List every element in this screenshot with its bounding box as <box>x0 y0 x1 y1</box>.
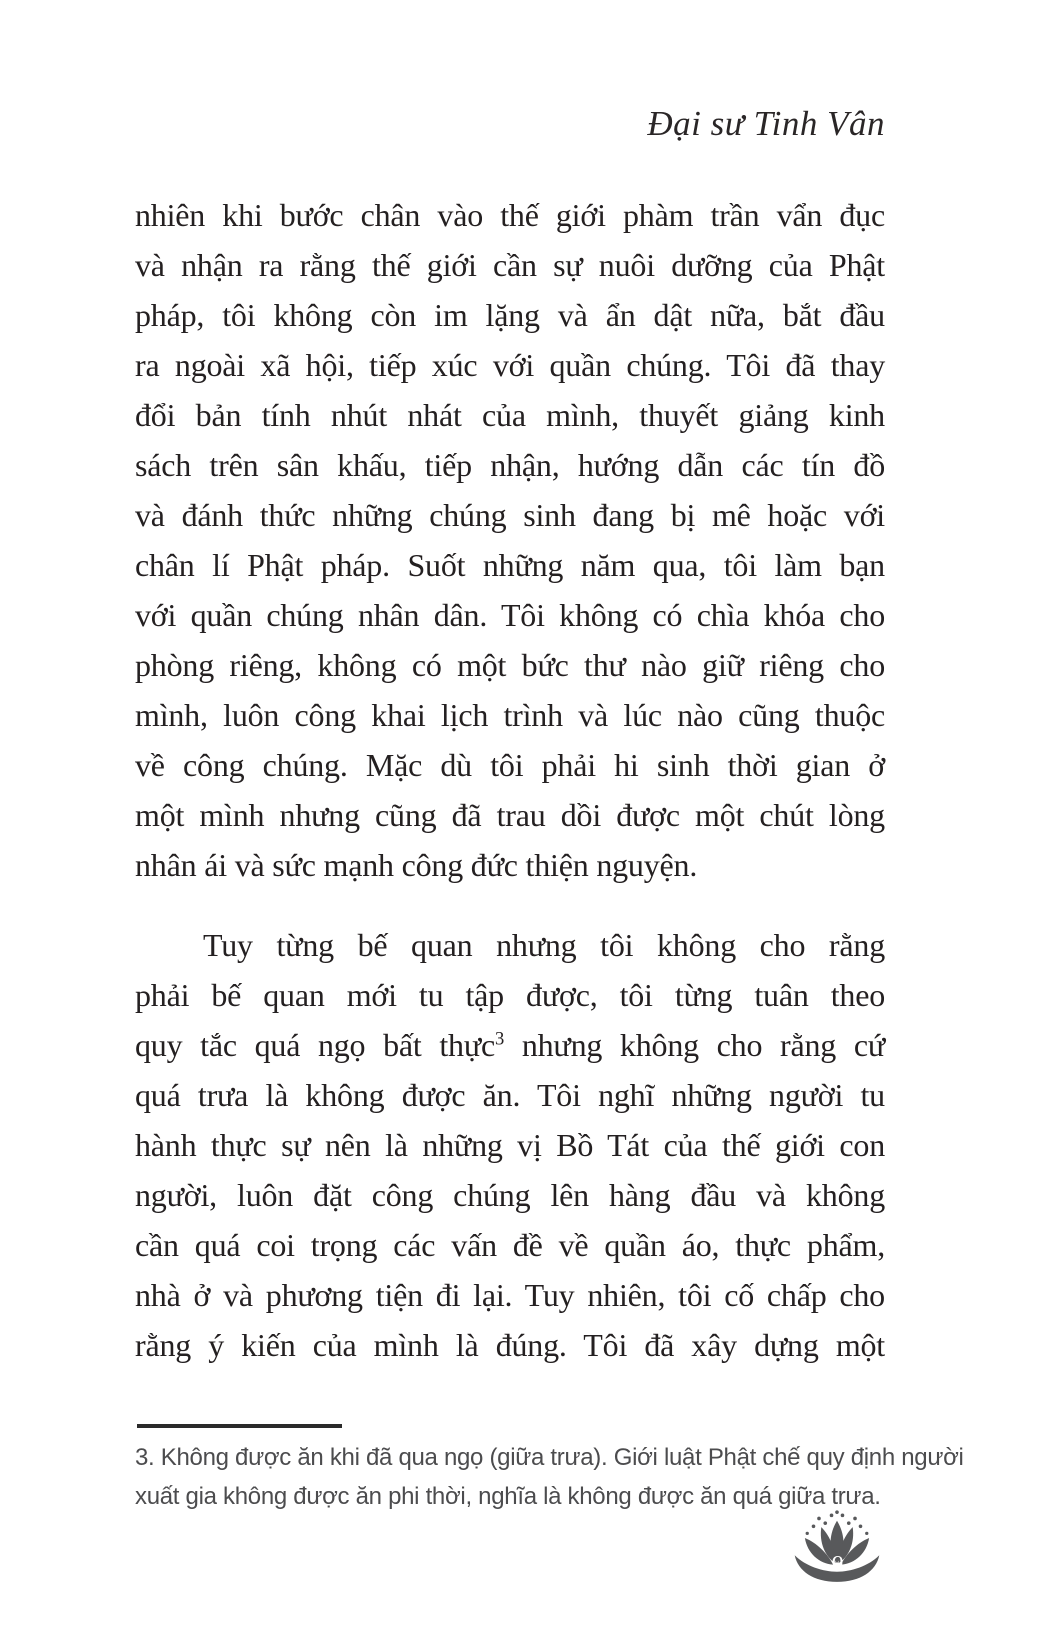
text-line: quá trưa là không được ăn. Tôi nghĩ những người tu <box>135 1077 885 1113</box>
body-text <box>135 190 885 1370</box>
lotus-icon <box>790 1506 884 1592</box>
page-number: 9 <box>831 1551 843 1578</box>
text-line: đổi bản tính nhút nhát của mình, thuyết giảng kinh <box>135 397 885 433</box>
text-line: sách trên sân khấu, tiếp nhận, hướng dẫn các tín đồ <box>135 447 885 483</box>
footnote-separator-rule <box>137 1424 342 1428</box>
text-line-with-footnote-ref <box>135 1020 885 1070</box>
text-line: pháp, tôi không còn im lặng và ẩn dật nữa, bắt đầu <box>135 297 885 333</box>
text-segment: nhưng không cho rằng cứ <box>504 1027 885 1063</box>
text-line: Tuy từng bế quan nhưng tôi không cho rằng <box>203 927 885 963</box>
text-line: cần quá coi trọng các vấn đề về quần áo, thực phẩm, <box>135 1227 885 1263</box>
footnote-line: xuất gia không được ăn phi thời, nghĩa là không được ăn quá giữa trưa. <box>135 1483 881 1510</box>
text-line: rằng ý kiến của mình là đúng. Tôi đã xây dựng một <box>135 1327 885 1363</box>
paragraph-2 <box>135 920 885 1370</box>
text-line: nhà ở và phương tiện đi lại. Tuy nhiên, tôi cố chấp cho <box>135 1277 885 1313</box>
text-line: và đánh thức những chúng sinh đang bị mê hoặc với <box>135 497 885 533</box>
text-line: người, luôn đặt công chúng lên hàng đầu và không <box>135 1177 885 1213</box>
text-line: mình, luôn công khai lịch trình và lúc nào cũng thuộc <box>135 697 885 733</box>
footnote-line: 3. Không được ăn khi đã qua ngọ (giữa trưa). Giới luật Phật chế quy định người <box>135 1444 964 1471</box>
text-line: phòng riêng, không có một bức thư nào giữ riêng cho <box>135 647 885 683</box>
text-line: nhiên khi bước chân vào thế giới phàm trần vẩn đục <box>135 197 885 233</box>
text-line: với quần chúng nhân dân. Tôi không có chìa khóa cho <box>135 597 885 633</box>
paragraph-1 <box>135 190 885 890</box>
text-line: chân lí Phật pháp. Suốt những năm qua, tôi làm bạn <box>135 547 885 583</box>
page-footer <box>790 1506 884 1592</box>
text-segment: quy tắc quá ngọ bất thực <box>135 1027 495 1063</box>
text-line: nhân ái và sức mạnh công đức thiện nguyện. <box>135 847 698 883</box>
text-line: hành thực sự nên là những vị Bồ Tát của thế giới con <box>135 1127 885 1163</box>
text-line: phải bế quan mới tu tập được, tôi từng tuân theo <box>135 977 885 1013</box>
running-header-author: Đại sư Tinh Vân <box>647 104 885 143</box>
text-line: ra ngoài xã hội, tiếp xúc với quần chúng. Tôi đã thay <box>135 347 885 383</box>
text-line: và nhận ra rằng thế giới cần sự nuôi dưỡng của Phật <box>135 247 885 283</box>
footnote <box>135 1438 964 1516</box>
text-line: về công chúng. Mặc dù tôi phải hi sinh thời gian ở <box>135 747 885 783</box>
text-line: một mình nhưng cũng đã trau dồi được một chút lòng <box>135 797 885 833</box>
footnote-reference-3: 3 <box>495 1028 505 1050</box>
